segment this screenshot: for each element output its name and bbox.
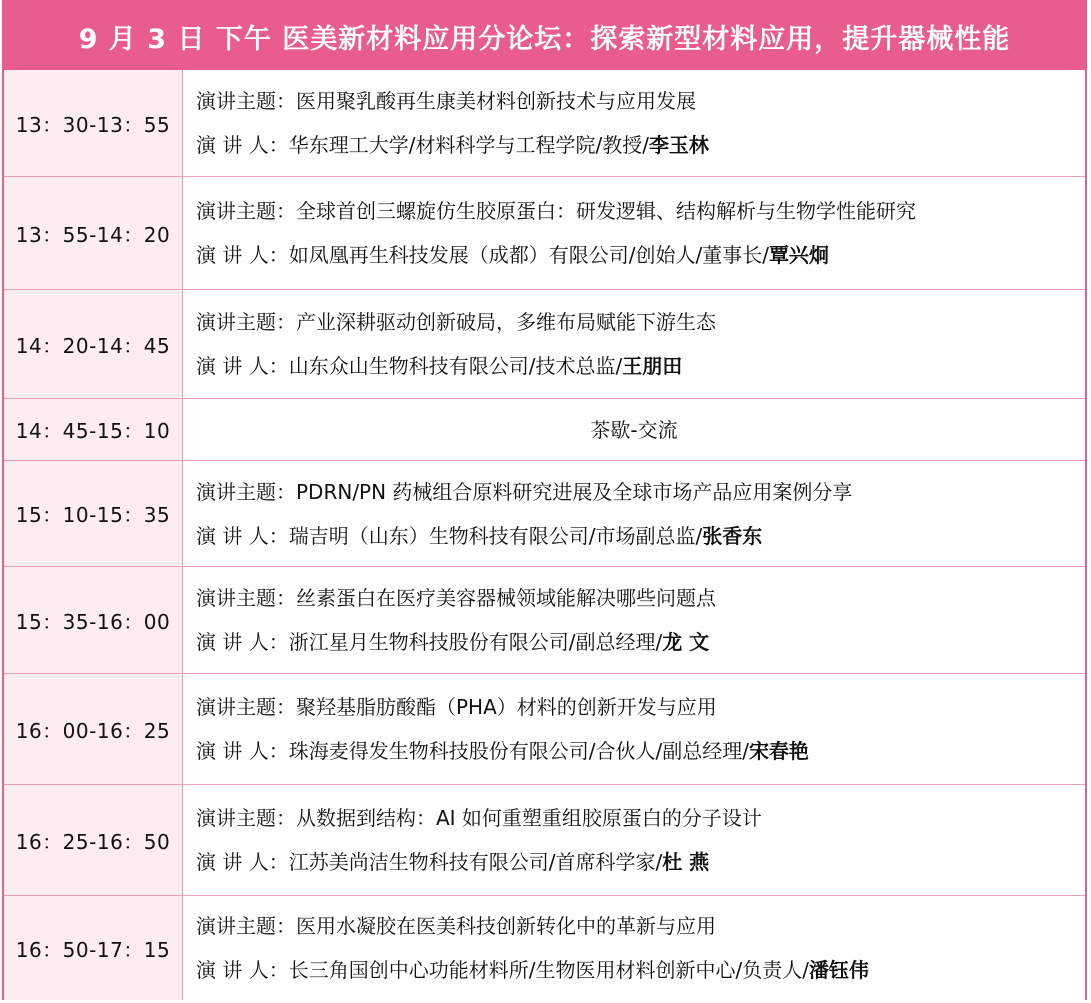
topic-label: 演讲主题： xyxy=(196,586,296,610)
speaker-line xyxy=(196,620,1085,664)
topic-label: 演讲主题： xyxy=(196,479,296,504)
topic-text: 从数据到结构：AI 如何重塑重组胶原蛋白的分子设计 xyxy=(296,806,762,830)
break-label: 茶歇-交流 xyxy=(590,417,678,442)
topic-text: 丝素蛋白在医疗美容器械领域能解决哪些问题点 xyxy=(296,586,716,610)
session-time: 16：00-16：25 xyxy=(4,674,183,784)
topic-line xyxy=(196,470,1085,514)
speaker-affiliation: 江苏美尚洁生物科技有限公司/首席科学家/ xyxy=(288,850,663,874)
speaker-affiliation: 瑞吉明（山东）生物科技有限公司/市场副总监/ xyxy=(288,523,703,548)
speaker-affiliation: 长三角国创中心功能材料所/生物医用材料创新中心/负责人/ xyxy=(288,958,809,982)
topic-text: 产业深耕驱动创新破局，多维布局赋能下游生态 xyxy=(296,310,716,334)
session-row xyxy=(4,290,1085,399)
topic-line xyxy=(196,576,1085,620)
topic-text: 医用聚乳酸再生康美材料创新技术与应用发展 xyxy=(296,89,696,113)
session-content xyxy=(183,896,1085,1000)
break-content xyxy=(183,399,1085,460)
session-time: 13：55-14：20 xyxy=(4,177,183,289)
speaker-line xyxy=(196,840,1085,884)
speaker-line xyxy=(196,123,1085,167)
session-content xyxy=(183,290,1085,398)
topic-line xyxy=(196,685,1085,729)
session-content xyxy=(183,567,1085,673)
speaker-affiliation: 如凤凰再生科技发展（成都）有限公司/创始人/董事长/ xyxy=(288,243,769,267)
topic-text: 医用水凝胶在医美科技创新转化中的革新与应用 xyxy=(296,914,716,938)
page-title: 9 月 3 日 下午 医美新材料应用分论坛：探索新型材料应用，提升器械性能 xyxy=(4,2,1085,70)
break-row xyxy=(4,399,1085,461)
session-content xyxy=(183,461,1085,566)
speaker-name: 潘钰伟 xyxy=(808,958,869,982)
speaker-line xyxy=(196,344,1085,388)
session-time: 15：10-15：35 xyxy=(4,461,183,566)
schedule-table xyxy=(2,0,1087,1000)
speaker-label: 演 讲 人： xyxy=(196,630,289,654)
speaker-label: 演 讲 人： xyxy=(196,739,289,763)
topic-label: 演讲主题： xyxy=(196,695,296,719)
speaker-line xyxy=(196,729,1085,773)
topic-text: 聚羟基脂肪酸酯（PHA）材料的创新开发与应用 xyxy=(296,695,717,719)
topic-label: 演讲主题： xyxy=(196,199,296,223)
speaker-label: 演 讲 人： xyxy=(196,958,289,982)
speaker-name: 覃兴炯 xyxy=(768,243,829,267)
topic-label: 演讲主题： xyxy=(196,914,296,938)
speaker-affiliation: 山东众山生物科技有限公司/技术总监/ xyxy=(288,354,623,378)
speaker-line xyxy=(196,948,1085,992)
session-time: 15：35-16：00 xyxy=(4,567,183,673)
session-content xyxy=(183,785,1085,895)
session-row xyxy=(4,70,1085,177)
speaker-line xyxy=(196,514,1085,558)
speaker-label: 演 讲 人： xyxy=(196,243,289,267)
speaker-label: 演 讲 人： xyxy=(196,133,289,157)
speaker-name: 龙 文 xyxy=(662,630,710,654)
session-row xyxy=(4,177,1085,290)
speaker-name: 王朋田 xyxy=(622,354,683,378)
speaker-name: 宋春艳 xyxy=(748,739,809,763)
session-time: 14：20-14：45 xyxy=(4,290,183,398)
topic-line xyxy=(196,904,1085,948)
speaker-name: 杜 燕 xyxy=(662,850,710,874)
topic-line xyxy=(196,79,1085,123)
topic-line xyxy=(196,300,1085,344)
session-row xyxy=(4,785,1085,896)
speaker-label: 演 讲 人： xyxy=(196,354,289,378)
speaker-affiliation: 浙江星月生物科技股份有限公司/副总经理/ xyxy=(288,630,663,654)
topic-text: 全球首创三螺旋仿生胶原蛋白：研发逻辑、结构解析与生物学性能研究 xyxy=(296,199,916,223)
topic-label: 演讲主题： xyxy=(196,310,296,334)
session-row xyxy=(4,461,1085,567)
speaker-label: 演 讲 人： xyxy=(196,523,289,548)
session-time: 13：30-13：55 xyxy=(4,70,183,176)
topic-label: 演讲主题： xyxy=(196,806,296,830)
speaker-line xyxy=(196,233,1085,277)
session-time: 16：50-17：15 xyxy=(4,896,183,1000)
speaker-label: 演 讲 人： xyxy=(196,850,289,874)
session-content xyxy=(183,70,1085,176)
session-row xyxy=(4,896,1085,1000)
topic-text: PDRN/PN 药械组合原料研究进展及全球市场产品应用案例分享 xyxy=(296,479,853,504)
session-row xyxy=(4,567,1085,674)
topic-label: 演讲主题： xyxy=(196,89,296,113)
session-row xyxy=(4,674,1085,785)
session-time: 16：25-16：50 xyxy=(4,785,183,895)
topic-line xyxy=(196,189,1085,233)
session-time: 14：45-15：10 xyxy=(4,399,183,460)
topic-line xyxy=(196,796,1085,840)
speaker-name: 李玉林 xyxy=(648,133,709,157)
session-content xyxy=(183,177,1085,289)
speaker-name: 张香东 xyxy=(702,523,763,548)
speaker-affiliation: 珠海麦得发生物科技股份有限公司/合伙人/副总经理/ xyxy=(288,739,749,763)
session-content xyxy=(183,674,1085,784)
speaker-affiliation: 华东理工大学/材料科学与工程学院/教授/ xyxy=(288,133,649,157)
